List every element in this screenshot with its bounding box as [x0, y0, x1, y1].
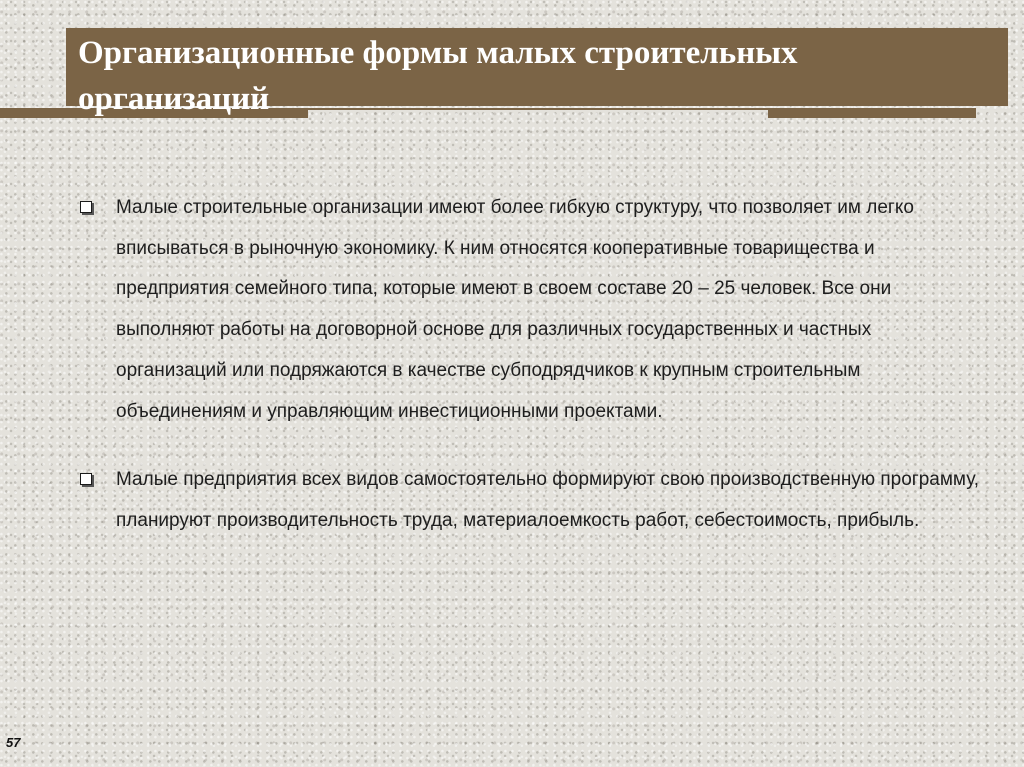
- bullet-list: [80, 188, 980, 570]
- bullet-text: Малые предприятия всех видов самостоятельно формируют свою производственную программу, планируют производительность труда, материалоемкость работ, себестоимость, прибыль.: [116, 469, 980, 531]
- bullet-item: [80, 460, 980, 541]
- bullet-item: [80, 188, 980, 432]
- page-number: 57: [6, 735, 21, 750]
- slide-title: Организационные формы малых строительных организаций: [78, 35, 798, 117]
- square-bullet-icon: [80, 473, 92, 485]
- square-bullet-icon: [80, 201, 92, 213]
- bullet-text: Малые строительные организации имеют более гибкую структуру, что позволяет им легко вписываться в рыночную экономику. К ним относятся кооперативные товарищества и предприятия семейного типа, которые имеют в своем составе 20 – 25 человек. Все они выполняют работы на договорной основе для различных государственных и частных организаций или подряжаются в качестве субподрядчиков к крупным строительным объединениям и управляющим инвестиционными проектами.: [116, 197, 914, 422]
